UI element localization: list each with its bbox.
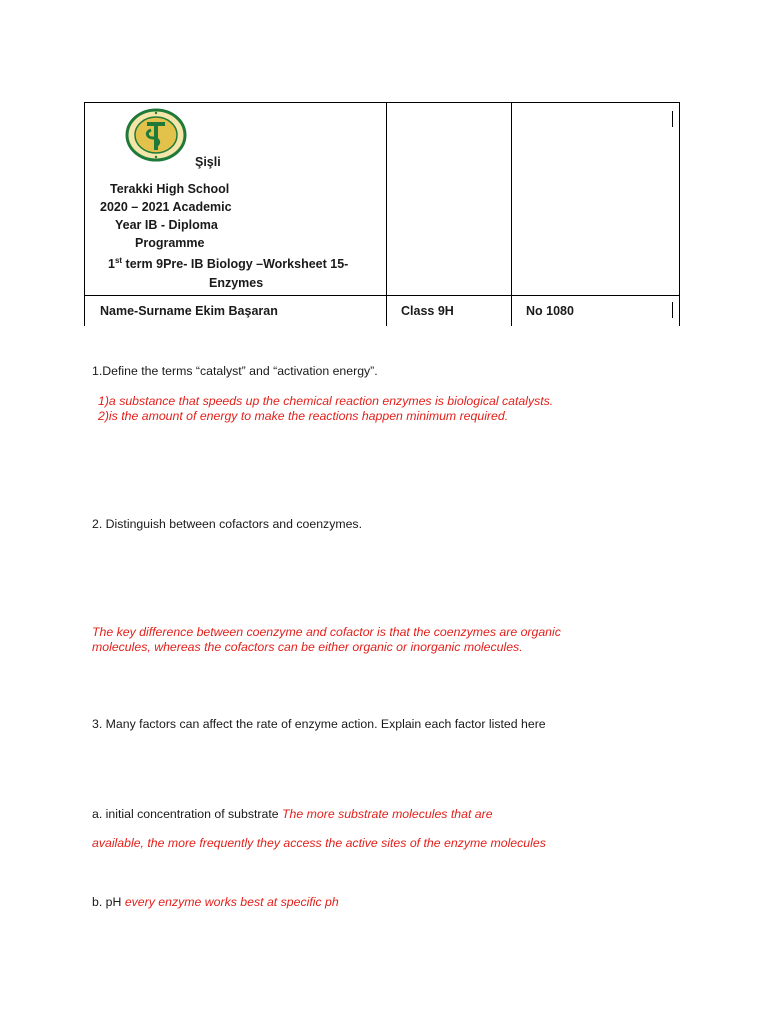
- programme-line-1: Year IB - Diploma: [115, 218, 218, 232]
- answer-3b: every enzyme works best at specific ph: [124, 895, 339, 909]
- question-3b-label: b. pH: [92, 895, 125, 909]
- answer-1-line-2: 2)is the amount of energy to make the reactions happen minimum required.: [98, 409, 509, 423]
- school-name: Terakki High School: [110, 182, 230, 196]
- question-2: 2. Distinguish between cofactors and coenzymes.: [92, 517, 362, 531]
- student-no-label: No 1080: [526, 304, 574, 318]
- answer-2-line-1: The key difference between coenzyme and cofactor is that the coenzymes are organic: [92, 625, 561, 639]
- term-ordinal: st: [114, 255, 123, 265]
- question-3b: [92, 895, 339, 910]
- question-3a-label: a. initial concentration of substrate: [92, 807, 283, 821]
- name-surname-label: Name-Surname Ekim Başaran: [100, 304, 278, 318]
- school-city: Şişli: [195, 155, 221, 169]
- programme-line-2: Programme: [135, 236, 205, 250]
- worksheet-topic: Enzymes: [209, 276, 264, 290]
- header-table: [84, 102, 680, 326]
- header-right-cell: [511, 102, 680, 296]
- header-blank-cell: [387, 102, 511, 296]
- school-info-cell: [84, 102, 387, 296]
- question-1: 1.Define the terms “catalyst” and “activation energy”.: [92, 364, 378, 378]
- question-3: 3. Many factors can affect the rate of enzyme action. Explain each factor listed here: [92, 717, 546, 731]
- term-number: 1: [108, 257, 115, 271]
- name-cell: [84, 296, 387, 326]
- answer-3a-line-2: available, the more frequently they access the active sites of the enzyme molecules: [92, 836, 546, 850]
- academic-year: 2020 – 2021 Academic: [100, 200, 232, 214]
- answer-1-line-1: 1)a substance that speeds up the chemical reaction enzymes is biological catalysts.: [98, 394, 554, 408]
- text-cursor-mark: [672, 111, 673, 127]
- text-cursor-mark: [672, 302, 673, 318]
- class-cell: [387, 296, 511, 326]
- class-label: Class 9H: [401, 304, 454, 318]
- no-cell: [511, 296, 680, 326]
- question-3a: [92, 807, 493, 822]
- term-rest: term 9Pre- IB Biology –Worksheet 15-: [122, 257, 349, 271]
- answer-3a-line-1: The more substrate molecules that are: [282, 807, 493, 821]
- answer-2-line-2: molecules, whereas the cofactors can be either organic or inorganic molecules.: [92, 640, 523, 654]
- term-title: [108, 257, 348, 271]
- school-seal-icon: [125, 108, 187, 162]
